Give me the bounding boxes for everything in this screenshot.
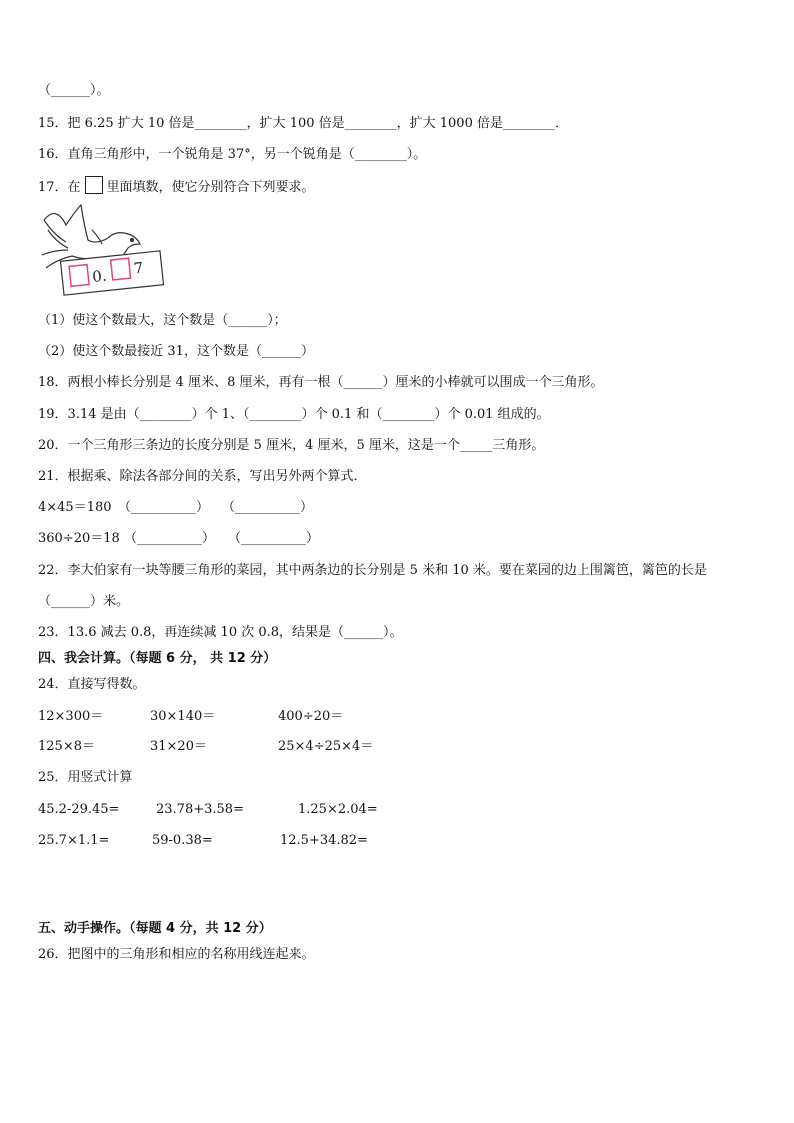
q25-r2-c1: 25.7×1.1= [38, 833, 110, 848]
question-21: 21．根据乘、除法各部分间的关系，写出另外两个算式． [38, 469, 367, 484]
question-20: 20．一个三角形三条边的长度分别是 5 厘米，4 厘米，5 厘米，这是一个_____三角形。 [38, 438, 545, 453]
section-4-heading: 四、我会计算。（每题 6 分， 共 12 分） [38, 651, 277, 666]
q25-r1-c1: 45.2-29.45= [38, 802, 120, 817]
q21-row2-eq: 360÷20＝18 [38, 531, 120, 546]
q21-row1-blank1: （__________） [118, 500, 210, 515]
q17-prefix: 17．在 [38, 180, 81, 195]
answer-box-icon [85, 176, 103, 194]
question-17 [38, 176, 315, 197]
card-text-end: 7 [132, 258, 145, 278]
q14-tail: （______）。 [38, 83, 110, 98]
q21-row1-blank2: （__________） [222, 500, 314, 515]
question-17-2: （2）使这个数最接近 31，这个数是（______） [38, 344, 314, 359]
q21-row1-eq: 4×45＝180 [38, 500, 112, 515]
q24-r2-c1: 125×8＝ [38, 739, 95, 754]
question-15: 15．把 6.25 扩大 10 倍是________，扩大 100 倍是________，扩大 1000 倍是________． [38, 116, 568, 131]
q25-r1-c2: 23.78+3.58= [156, 802, 244, 817]
section-5-heading: 五、动手操作。（每题 4 分，共 12 分） [38, 921, 272, 936]
dove-card-figure [36, 200, 166, 300]
question-24: 24．直接写得数。 [38, 677, 146, 692]
question-16: 16．直角三角形中，一个锐角是 37°，另一个锐角是（________）。 [38, 147, 427, 162]
question-22-tail: （______）米。 [38, 594, 130, 609]
question-17-1: （1）使这个数最大，这个数是（______）； [38, 313, 287, 328]
q24-r1-c2: 30×140＝ [150, 709, 216, 724]
q25-r2-c3: 12.5+34.82= [280, 833, 368, 848]
question-22: 22．李大伯家有一块等腰三角形的菜园，其中两条边的长分别是 5 米和 10 米。要在菜园的边上围篱笆，篱笆的长是 [38, 563, 707, 578]
q24-r1-c3: 400÷20＝ [278, 709, 344, 724]
q25-r2-c2: 59-0.38= [152, 833, 213, 848]
q17-suffix: 里面填数，使它分别符合下列要求。 [106, 180, 315, 195]
question-26: 26．把图中的三角形和相应的名称用线连起来。 [38, 947, 315, 962]
q24-r1-c1: 12×300＝ [38, 709, 104, 724]
question-18: 18．两根小棒长分别是 4 厘米、8 厘米，再有一根（______）厘米的小棒就可以围成一个三角形。 [38, 375, 604, 390]
question-19: 19．3.14 是由（________）个 1、（________）个 0.1 和（________）个 0.01 组成的。 [38, 407, 550, 422]
question-23: 23．13.6 减去 0.8，再连续减 10 次 0.8，结果是（______）。 [38, 625, 403, 640]
q24-r2-c3: 25×4÷25×4＝ [278, 739, 374, 754]
q21-row2-blank1: （__________） [124, 531, 216, 546]
q24-r2-c2: 31×20＝ [150, 739, 207, 754]
q21-row2-blank2: （__________） [228, 531, 320, 546]
question-25: 25．用竖式计算 [38, 770, 133, 785]
q25-r1-c3: 1.25×2.04= [298, 802, 378, 817]
card-text-mid: 0. [91, 266, 108, 287]
